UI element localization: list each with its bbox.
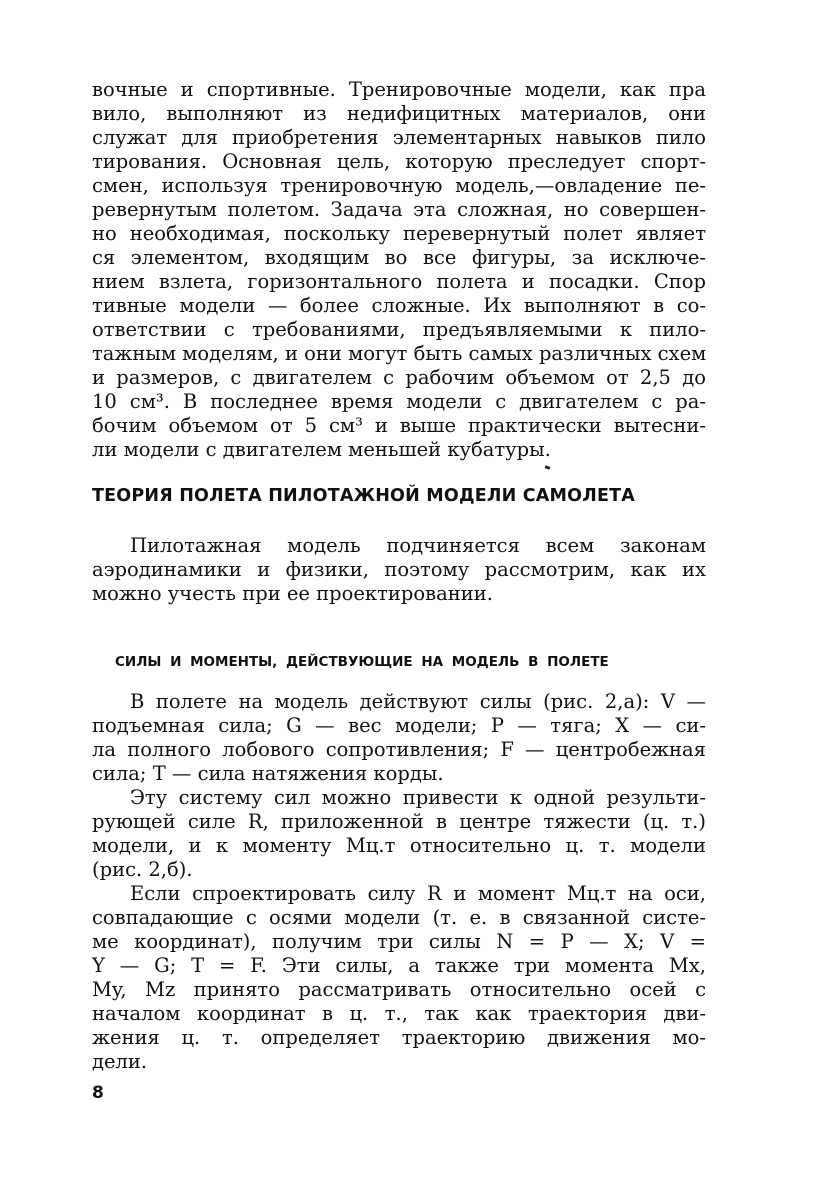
text-line: тирования. Основная цель, которую преследует спорт- (92, 150, 706, 173)
text-line: Эту систему сил можно привести к одной результи- (130, 786, 706, 809)
text-line: My, Mz принято рассматривать относительно осей с (92, 978, 706, 1001)
subsection-title: СИЛЫ И МОМЕНТЫ, ДЕЙСТВУЮЩИЕ НА МОДЕЛЬ В ПОЛЕТЕ (115, 654, 609, 670)
text-line: Y — G; T = F. Эти силы, а также три момента Mx, (92, 954, 706, 977)
text-line: ме координат), получим три силы N = P — X; V = (92, 930, 706, 953)
text-line: ответствии с требованиями, предъявляемыми к пило- (92, 318, 706, 341)
text-line: началом координат в ц. т., так как траектория дви- (92, 1002, 706, 1025)
text-line: но необходимая, поскольку перевернутый полет являет (92, 222, 706, 245)
text-line: тивные модели — более сложные. Их выполняют в со- (92, 294, 706, 317)
text-line: дели. (92, 1050, 148, 1073)
text-line: жения ц. т. определяет траекторию движения мо- (92, 1026, 706, 1049)
section-title: ТЕОРИЯ ПОЛЕТА ПИЛОТАЖНОЙ МОДЕЛИ САМОЛЕТА (92, 486, 636, 506)
text-line: сила; T — сила натяжения корды. (92, 762, 444, 785)
text-line: нием взлета, горизонтального полета и посадки. Спор (92, 270, 706, 293)
text-line: аэродинамики и физики, поэтому рассмотрим, как их (92, 558, 706, 581)
text-line: бочим объемом от 5 см³ и выше практически вытесни- (92, 414, 706, 437)
text-line: (рис. 2,б). (92, 858, 193, 881)
text-line: ли модели с двигателем меньшей кубатуры. (92, 438, 551, 461)
text-line: служат для приобретения элементарных навыков пило (92, 126, 706, 149)
text-line: ла полного лобового сопротивления; F — центробежная (92, 738, 706, 761)
text-line: 10 см³. В последнее время модели с двигателем с ра- (92, 390, 706, 413)
text-line: ревернутым полетом. Задача эта сложная, но совершен- (92, 198, 706, 221)
text-line: вило, выполняют из недифицитных материалов, они (92, 102, 706, 125)
text-line: тажным моделям, и они могут быть самых различных схем (92, 342, 707, 365)
text-line: ся элементом, входящим во все фигуры, за исключе- (92, 246, 706, 269)
text-line: можно учесть при ее проектировании. (92, 582, 493, 605)
text-line: совпадающие с осями модели (т. е. в связанной систе- (92, 906, 706, 929)
text-line: рующей силе R, приложенной в центре тяжести (ц. т.) (92, 810, 706, 833)
text-line: вочные и спортивные. Тренировочные модели, как пра (92, 78, 706, 101)
text-line: подъемная сила; G — вес модели; P — тяга; X — си- (92, 714, 706, 737)
text-line: модели, и к моменту Mц.т относительно ц. т. модели (92, 834, 706, 857)
print-speck (545, 465, 551, 470)
text-line: Пилотажная модель подчиняется всем законам (130, 534, 706, 557)
text-line: Если спроектировать силу R и момент Mц.т на оси, (130, 882, 706, 905)
text-line: В полете на модель действуют силы (рис. 2,а): V — (130, 690, 706, 713)
page-number: 8 (92, 1083, 104, 1103)
text-line: смен, используя тренировочную модель,—овладение пе- (92, 174, 706, 197)
text-line: и размеров, с двигателем с рабочим объемом от 2,5 до (92, 366, 706, 389)
